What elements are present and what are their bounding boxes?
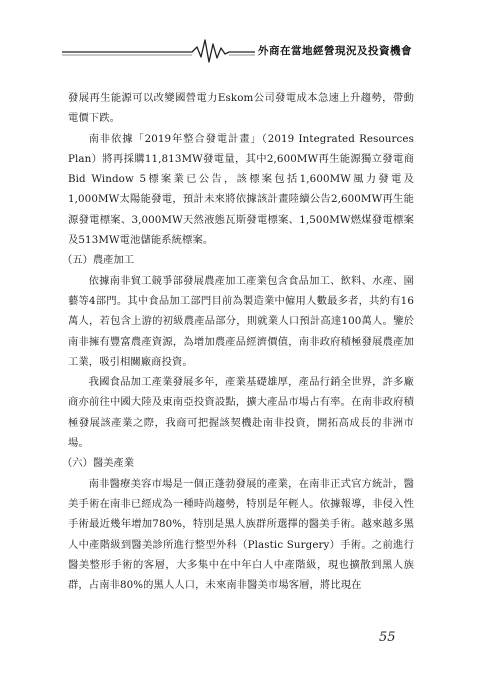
page-number: 55 (379, 630, 396, 645)
document-body (62, 88, 414, 595)
paragraph-agro-processing-sectors: 依據南非貿工競爭部發展農產加工產業包含食品加工、飲料、水產、園藝等4部門。其中食品加工部門目前為製造業中僱用人數最多者，共約有16萬人，若包含上游的初級農產品部分，則就業人口預計高達100萬人。鑒於南非擁有豐富農產資源，為增加農產品經濟價值，南非政府積極發展農產加工業，吸引相關廠商投資。 (68, 274, 414, 368)
page-header (0, 30, 480, 70)
paragraph-irp-2019: 南非依據「2019年整合發電計畫」（2019 Integrated Resources Plan）將再採購11,813MW發電量，其中2,600MW再生能源獨立發電商Bid Window 5標案業已公告，該標案包括1,600MW風力發電及1,000MW太陽能發電，預計未來將依據該計畫陸續公告2,600MW再生能源發電標案、3,000MW天然液態瓦斯發電標案、1,500MW燃煤發電標案及513MW電池儲能系統標案。 (68, 132, 414, 247)
running-header-title: 外商在當地經營現況及投資機會 (258, 45, 412, 57)
section-heading-agro-processing: （五）農產加工 (62, 254, 135, 267)
section-heading-medical-aesthetics: （六）醫美產業 (62, 457, 135, 470)
paragraph-taiwan-food-industry: 我國食品加工產業發展多年，產業基礎雄厚，產品行銷全世界，許多廠商亦前往中國大陸及東南亞投資設點，擴大產品市場占有率。在南非政府積極發展該產業之際，我商可把握該契機赴南非投資，開拓高成長的非洲市場。 (68, 376, 414, 450)
paragraph-medical-aesthetics-market: 南非醫療美容市場是一個正蓬勃發展的產業，在南非正式官方統計，醫美手術在南非已經成為一種時尚趨勢，特別是年輕人。依據報導，非侵入性手術最近幾年增加780%，特別是黑人族群所選擇的醫美手術。越來越多黑人中產階級到醫美診所進行整型外科（Plastic Surgery）手術。之前進行醫美整形手術的客層，大多集中在中年白人中產階級，現也擴散到黑人族群，占南非80%的黑人人口，未來南非醫美市場客層，將比現在 (68, 477, 414, 592)
paragraph-renewable-cost: 發展再生能源可以改變國營電力Eskom公司發電成本急速上升趨勢，帶動電價下跌。 (68, 92, 414, 125)
